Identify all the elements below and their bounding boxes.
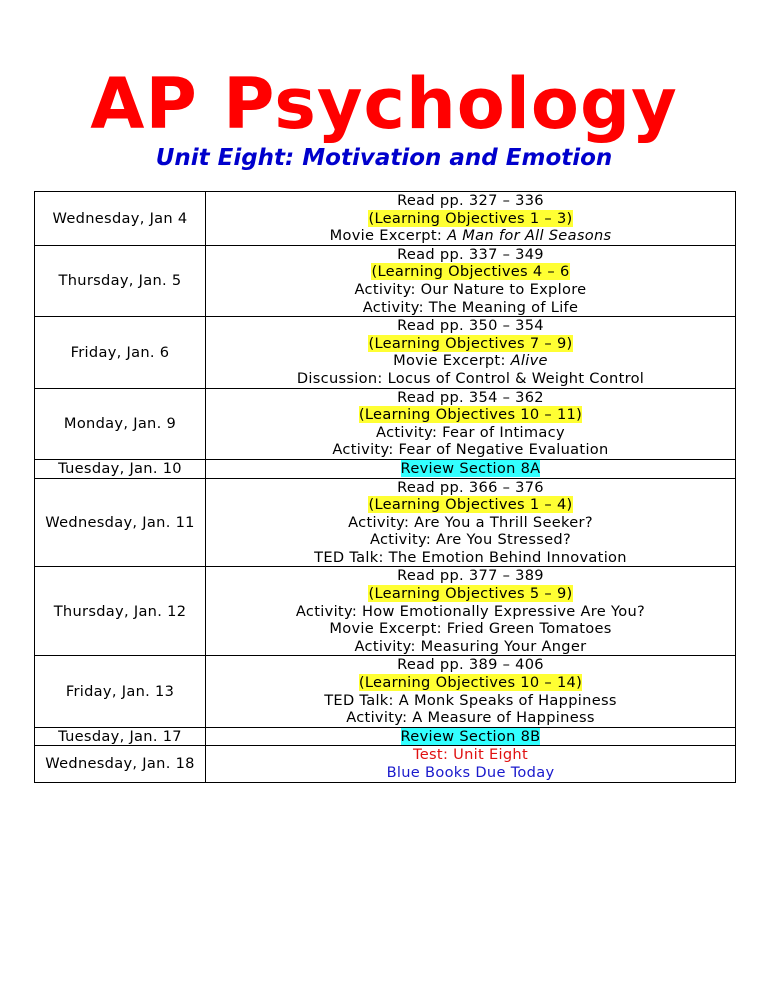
table-row	[35, 746, 736, 782]
date-cell: Wednesday, Jan 4	[35, 192, 206, 246]
activity-line	[206, 674, 735, 692]
activity-line	[206, 531, 735, 549]
date-cell: Tuesday, Jan. 17	[35, 727, 206, 746]
activity-line	[206, 656, 735, 674]
activity-line	[206, 263, 735, 281]
table-row	[35, 388, 736, 459]
activity-text: Read pp. 377 – 389	[397, 567, 544, 585]
activity-line	[206, 585, 735, 603]
date-cell: Friday, Jan. 6	[35, 317, 206, 388]
activity-text: Test: Unit Eight	[413, 746, 528, 764]
activity-text: Movie Excerpt:	[329, 227, 448, 245]
activity-line	[206, 406, 735, 424]
activities-cell	[206, 567, 736, 656]
activities-cell	[206, 192, 736, 246]
activities-cell	[206, 727, 736, 746]
activity-text: Read pp. 350 – 354	[397, 317, 544, 335]
activity-line	[206, 460, 735, 478]
activity-text: Activity: How Emotionally Expressive Are You?	[295, 602, 646, 620]
activity-text: (Learning Objectives 5 – 9)	[368, 585, 573, 603]
activity-text: Review Section 8A	[400, 459, 541, 477]
page-title: AP Psychology	[90, 63, 678, 145]
activity-text: Movie Excerpt: Fried Green Tomatoes	[329, 620, 612, 638]
activity-line	[206, 317, 735, 335]
activity-line	[206, 246, 735, 264]
activities-cell	[206, 478, 736, 567]
activity-line	[206, 281, 735, 299]
activity-line	[206, 709, 735, 727]
activity-line	[206, 370, 735, 388]
activity-line	[206, 335, 735, 353]
activity-text: Activity: Are You a Thrill Seeker?	[348, 513, 593, 531]
schedule-table	[34, 191, 736, 783]
activity-text: Activity: Fear of Intimacy	[376, 423, 565, 441]
activities-cell	[206, 388, 736, 459]
activity-line	[206, 728, 735, 746]
table-row	[35, 245, 736, 316]
activity-line	[206, 192, 735, 210]
activity-line	[206, 352, 735, 370]
activity-line	[206, 424, 735, 442]
activity-text: Read pp. 366 – 376	[397, 478, 544, 496]
activity-text: (Learning Objectives 10 – 11)	[358, 406, 583, 424]
activity-text: Discussion: Locus of Control & Weight Control	[296, 369, 645, 387]
date-cell: Monday, Jan. 9	[35, 388, 206, 459]
activity-text: Read pp. 389 – 406	[397, 656, 544, 674]
activity-line	[206, 479, 735, 497]
activity-text: (Learning Objectives 10 – 14)	[358, 674, 583, 692]
date-cell: Wednesday, Jan. 11	[35, 478, 206, 567]
activity-line	[206, 210, 735, 228]
activity-line	[206, 227, 735, 245]
activity-text: TED Talk: The Emotion Behind Innovation	[314, 548, 627, 566]
activity-text: Activity: Fear of Negative Evaluation	[332, 441, 609, 459]
activity-line	[206, 441, 735, 459]
activities-cell	[206, 656, 736, 727]
date-cell: Wednesday, Jan. 18	[35, 746, 206, 782]
activity-text: Movie Excerpt:	[393, 352, 511, 370]
activity-line	[206, 603, 735, 621]
activity-line	[206, 620, 735, 638]
activity-text: (Learning Objectives 7 – 9)	[368, 334, 573, 352]
activities-cell	[206, 746, 736, 782]
activity-text: (Learning Objectives 1 – 3)	[368, 209, 573, 227]
activity-text: Blue Books Due Today	[386, 764, 555, 781]
movie-title: Alive	[510, 352, 548, 370]
activity-line	[206, 746, 735, 764]
table-row	[35, 459, 736, 478]
activity-line	[206, 514, 735, 532]
activities-cell	[206, 245, 736, 316]
activity-text: Read pp. 354 – 362	[397, 388, 544, 406]
page-subtitle: Unit Eight: Motivation and Emotion	[155, 145, 613, 171]
activity-text: Read pp. 337 – 349	[397, 245, 544, 263]
activity-line	[206, 549, 735, 567]
activity-line	[206, 496, 735, 514]
date-cell: Tuesday, Jan. 10	[35, 459, 206, 478]
activity-line	[206, 764, 735, 782]
activity-text: Read pp. 327 – 336	[397, 192, 544, 209]
activity-line	[206, 567, 735, 585]
activity-text: Review Section 8B	[400, 727, 541, 745]
table-row	[35, 727, 736, 746]
activity-text: Activity: Are You Stressed?	[369, 531, 572, 549]
movie-title: A Man for All Seasons	[447, 227, 612, 245]
activities-cell	[206, 459, 736, 478]
date-cell: Friday, Jan. 13	[35, 656, 206, 727]
table-row	[35, 478, 736, 567]
activity-text: Activity: Measuring Your Anger	[354, 637, 587, 655]
activity-text: Activity: A Measure of Happiness	[346, 709, 595, 727]
date-cell: Thursday, Jan. 5	[35, 245, 206, 316]
table-row	[35, 567, 736, 656]
activity-text: Activity: Our Nature to Explore	[354, 280, 587, 298]
activity-text: TED Talk: A Monk Speaks of Happiness	[324, 691, 617, 709]
activity-line	[206, 299, 735, 317]
date-cell: Thursday, Jan. 12	[35, 567, 206, 656]
activity-text: Activity: The Meaning of Life	[362, 298, 579, 316]
activity-line	[206, 638, 735, 656]
activity-line	[206, 389, 735, 407]
activities-cell	[206, 317, 736, 388]
schedule-body	[35, 192, 736, 783]
activity-line	[206, 692, 735, 710]
table-row	[35, 192, 736, 246]
table-row	[35, 656, 736, 727]
table-row	[35, 317, 736, 388]
activity-text: (Learning Objectives 4 – 6	[371, 263, 570, 281]
activity-text: (Learning Objectives 1 – 4)	[368, 496, 573, 514]
